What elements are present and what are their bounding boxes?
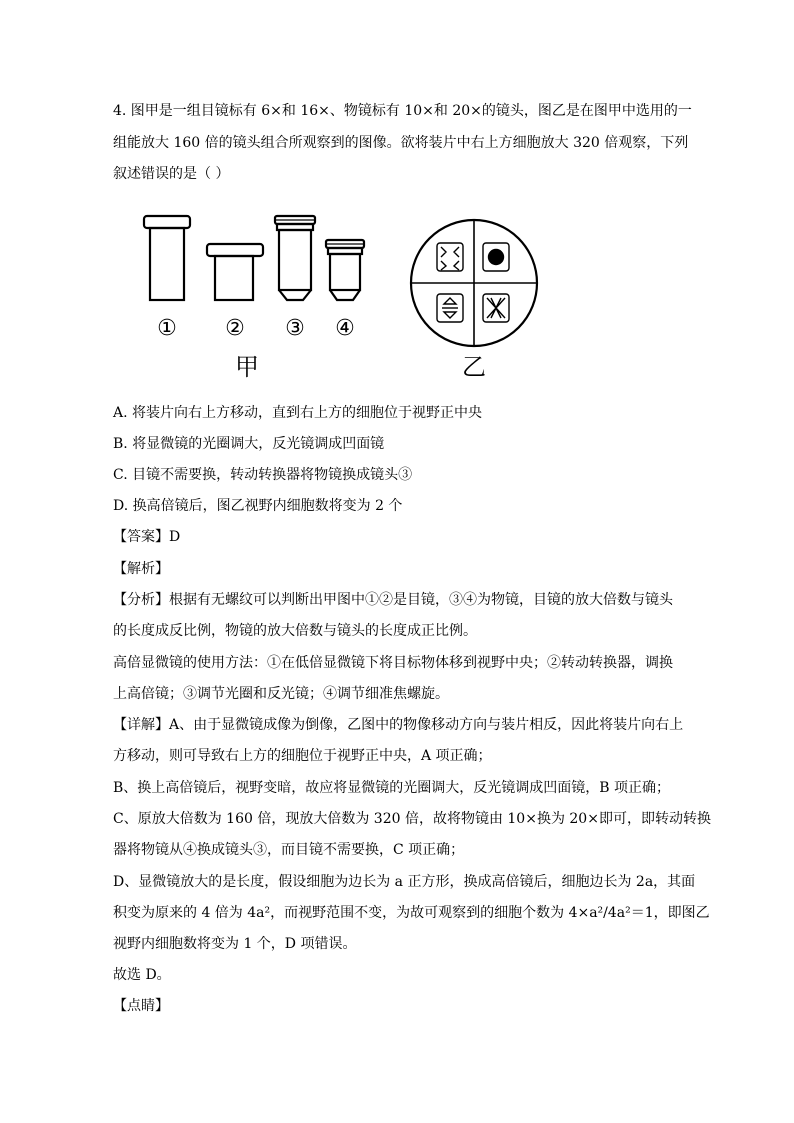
eyepiece-lens-2 [207, 244, 263, 300]
lens-label-4: ④ [335, 316, 355, 341]
cell-top-right [483, 243, 509, 271]
body-line-11: 积变为原来的 4 倍为 4a²，而视野范围不变，为故可观察到的细胞个数为 4×a²/4a²＝1，即图乙 [113, 905, 710, 921]
body-line-5: 【详解】A、由于显微镜成像为倒像，乙图中的物像移动方向与装片相反，因此将装片向右上 [113, 717, 684, 733]
body-line-4: 上高倍镜；③调节光圈和反光镜；④调节细准焦螺旋。 [113, 686, 449, 702]
body-line-3: 高倍显微镜的使用方法：①在低倍显微镜下将目标物体移到视野中央；②转动转换器，调换 [113, 655, 673, 671]
body-line-8: C、原放大倍数为 160 倍，现放大倍数为 320 倍，故将物镜由 10×换为 20×即可，即转动转换 [113, 811, 711, 827]
option-c: C. 目镜不需要换，转动转换器将物镜换成镜头③ [113, 467, 413, 483]
answer: 【答案】D [113, 529, 181, 545]
question-line-3: 叙述错误的是（ ） [113, 166, 230, 182]
body-line-12: 视野内细胞数将变为 1 个，D 项错误。 [113, 936, 357, 952]
body-line-14: 【点睛】 [113, 998, 169, 1014]
figure-label-yi: 乙 [462, 353, 486, 381]
body-line-2: 的长度成反比例，物镜的放大倍数与镜头的长度成正比例。 [113, 623, 477, 639]
eyepiece-lens-1 [144, 216, 190, 300]
objective-lens-3 [275, 216, 315, 300]
microscope-figure [140, 208, 560, 388]
option-b: B. 将显微镜的光圈调大，反光镜调成凹面镜 [113, 436, 385, 452]
lens-label-1: ① [157, 316, 177, 341]
lens-label-3: ③ [285, 316, 305, 341]
cell-bottom-right [483, 294, 509, 322]
option-d: D. 换高倍镜后，图乙视野内细胞数将变为 2 个 [113, 498, 403, 514]
body-line-10: D、显微镜放大的是长度，假设细胞为边长为 a 正方形，换成高倍镜后，细胞边长为 2a，其面 [113, 874, 696, 890]
question-line-1: 4. 图甲是一组目镜标有 6×和 16×、物镜标有 10×和 20×的镜头，图乙是在图甲中选用的一 [113, 103, 692, 119]
body-line-1: 【分析】根据有无螺纹可以判断出甲图中①②是目镜，③④为物镜，目镜的放大倍数与镜头 [113, 592, 673, 608]
lens-label-2: ② [225, 316, 245, 341]
objective-lens-4 [326, 240, 364, 300]
field-of-view [411, 220, 537, 346]
body-line-7: B、换上高倍镜后，视野变暗，故应将显微镜的光圈调大，反光镜调成凹面镜，B 项正确； [113, 780, 671, 796]
analysis-heading: 【解析】 [113, 561, 169, 577]
body-line-13: 故选 D。 [113, 967, 171, 983]
option-a: A. 将装片向右上方移动，直到右上方的细胞位于视野正中央 [113, 405, 483, 421]
body-line-9: 器将物镜从④换成镜头③，而目镜不需要换，C 项正确； [113, 842, 465, 858]
question-line-2: 组能放大 160 倍的镜头组合所观察到的图像。欲将装片中右上方细胞放大 320 倍观察，下列 [113, 135, 689, 151]
body-line-6: 方移动，则可导致右上方的细胞位于视野正中央，A 项正确； [113, 748, 492, 764]
figure-label-jia: 甲 [235, 353, 259, 381]
cell-top-left [437, 243, 463, 271]
cell-bottom-left [437, 294, 463, 322]
